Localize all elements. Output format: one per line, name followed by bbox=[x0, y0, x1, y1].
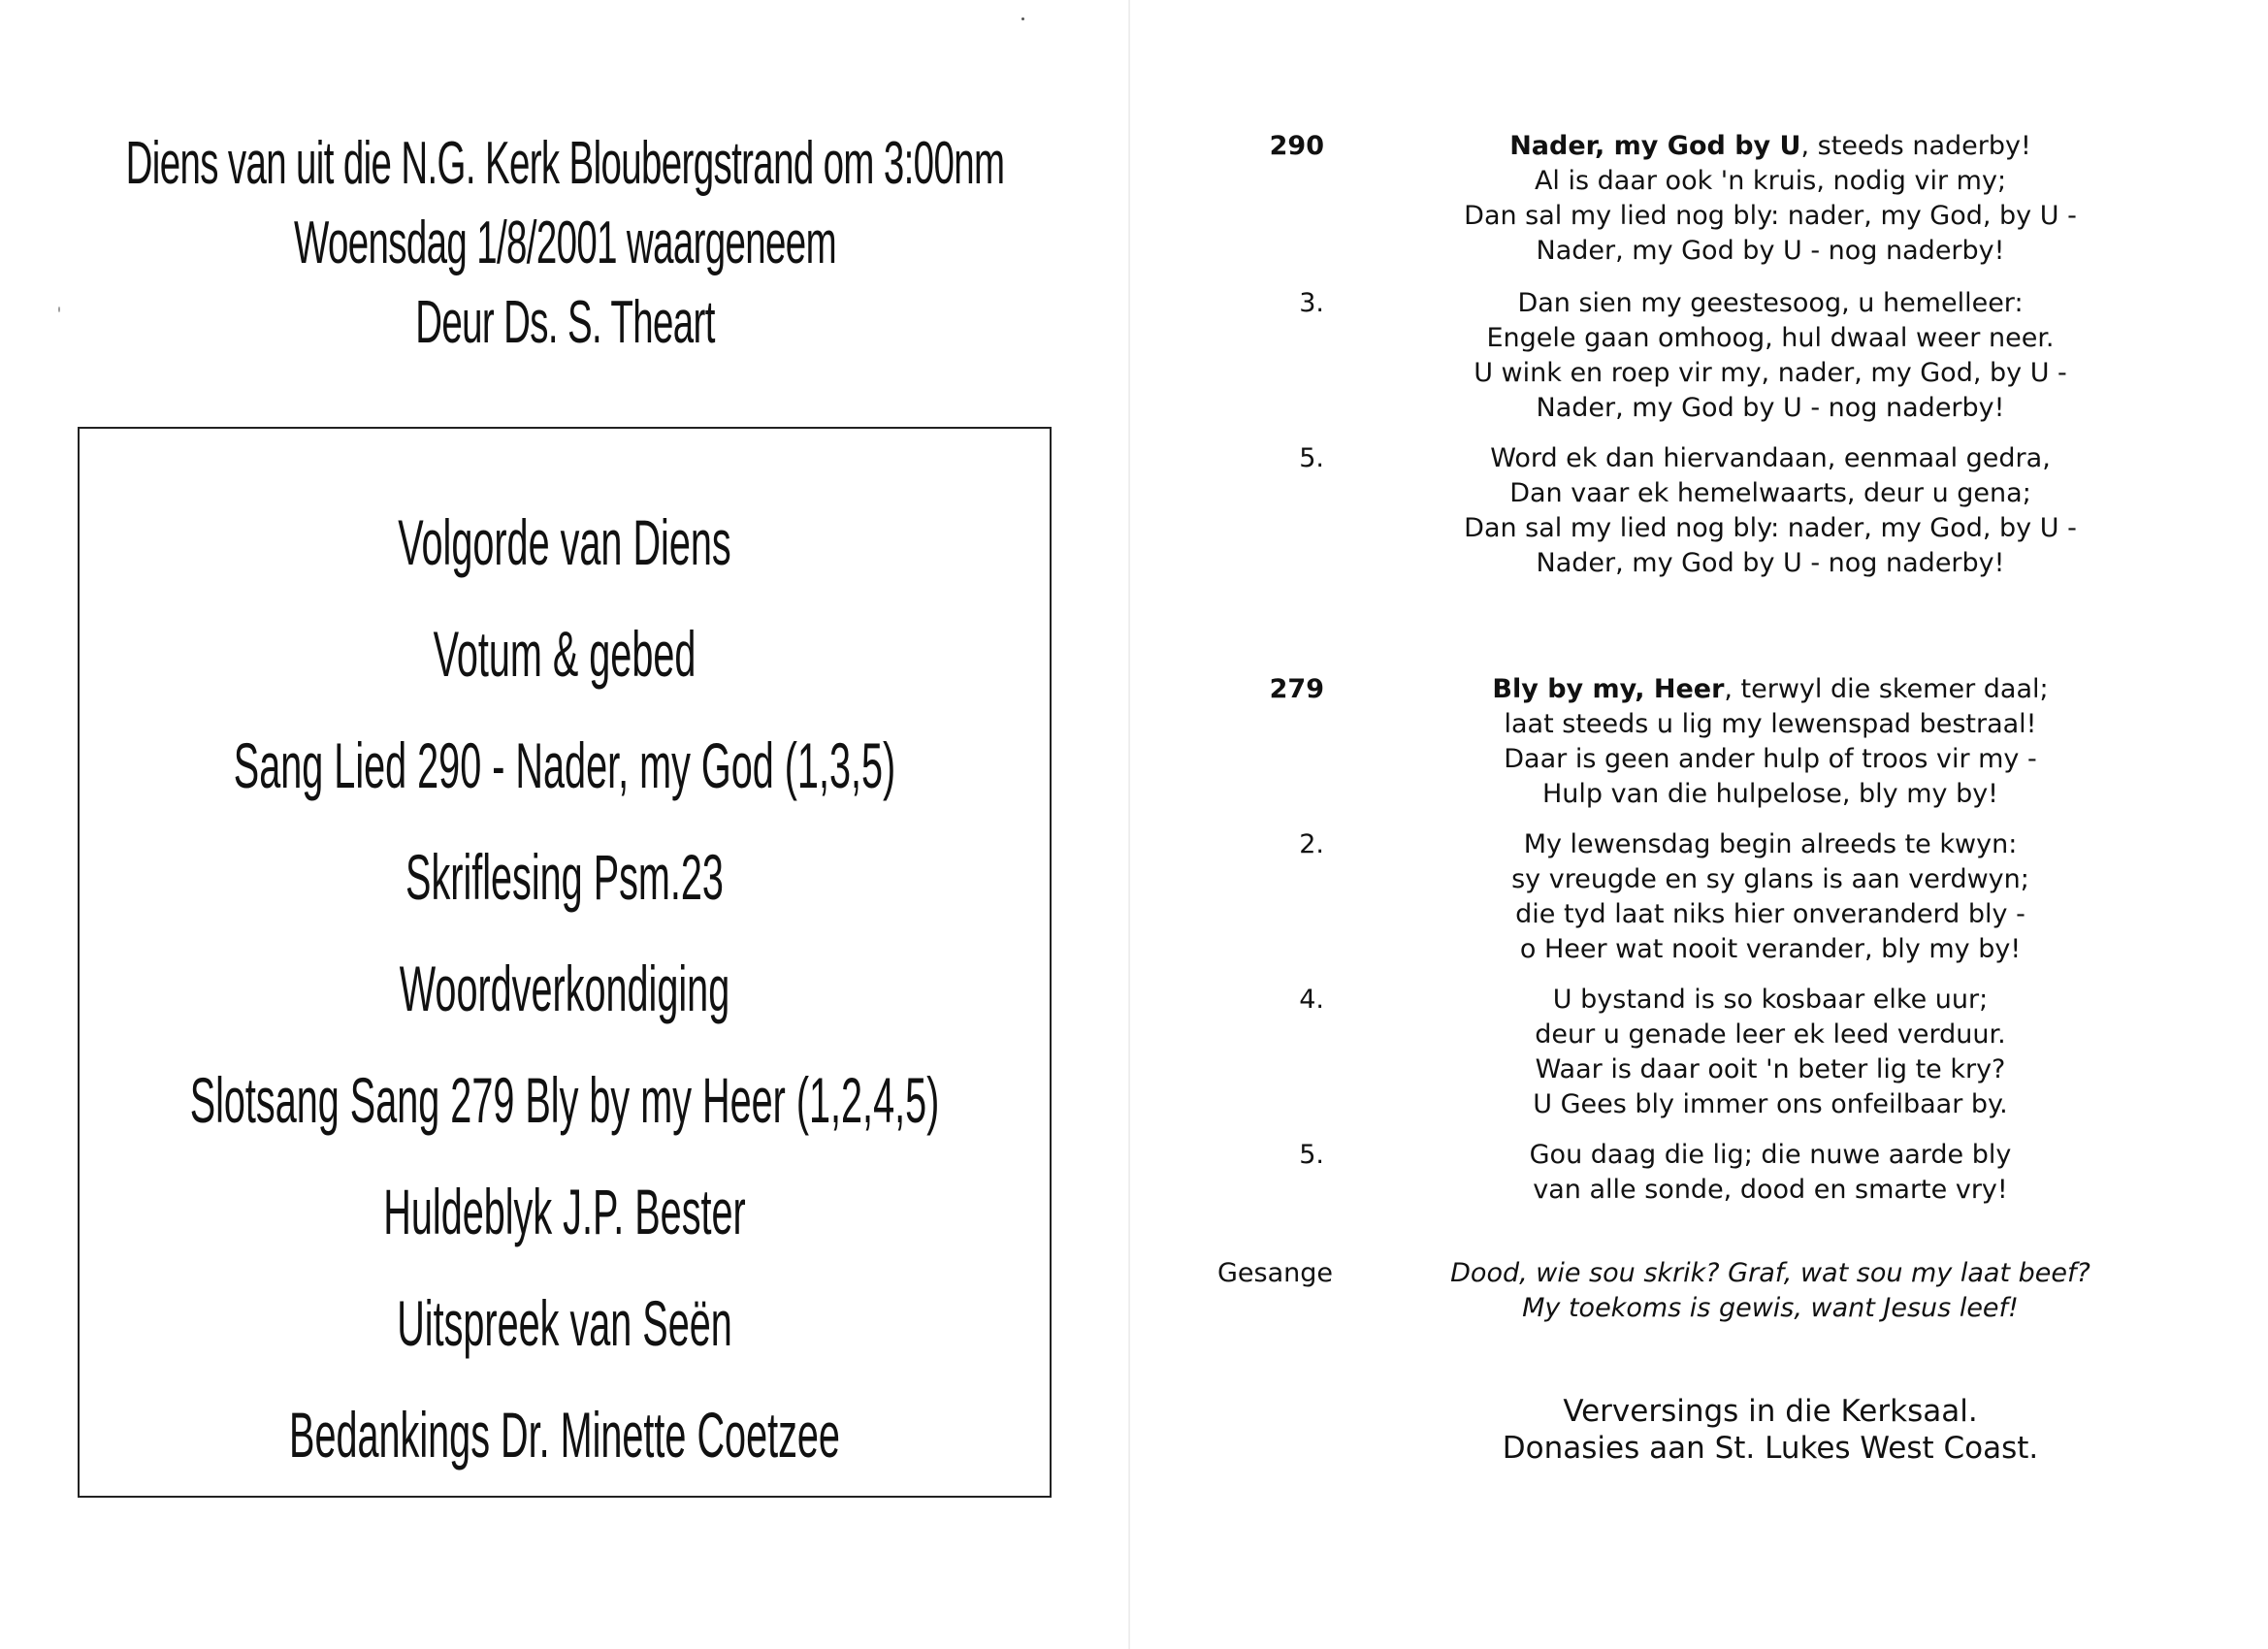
hymn-line: Dan sal my lied nog bly: nader, my God, by U - bbox=[1464, 201, 2077, 231]
hymn-line: Nader, my God by U - nog naderby! bbox=[1536, 393, 2005, 423]
hymn-line: U wink en roep vir my, nader, my God, by U - bbox=[1474, 358, 2067, 388]
right-page bbox=[1130, 0, 2268, 1649]
gesange-line: My toekoms is gewis, want Jesus leef! bbox=[1522, 1293, 2019, 1323]
order-item: Sang Lied 290 - Nader, my God (1,3,5) bbox=[233, 729, 896, 801]
scan-speck bbox=[1021, 17, 1024, 20]
hymn-line: Nader, my God by U - nog naderby! bbox=[1536, 548, 2005, 578]
hymn-line: Waar is daar ooit 'n beter lig te kry? bbox=[1535, 1054, 2006, 1084]
hymn-line: Gou daag die lig; die nuwe aarde bly bbox=[1529, 1140, 2012, 1170]
hymn-first-line-rest: , terwyl die skemer daal; bbox=[1724, 674, 2049, 704]
verse-number: 5. bbox=[1299, 443, 1324, 473]
verse-number: 2. bbox=[1299, 829, 1324, 859]
hymn-line: van alle sonde, dood en smarte vry! bbox=[1533, 1175, 2008, 1205]
hymn-line: Word ek dan hiervandaan, eenmaal gedra, bbox=[1490, 443, 2051, 473]
service-location-line: Diens van uit die N.G. Kerk Bloubergstrand om 3:00nm bbox=[125, 130, 1005, 197]
hymn-first-line-rest: , steeds naderby! bbox=[1800, 131, 2031, 161]
order-item: Woordverkondiging bbox=[399, 953, 730, 1024]
service-date-line: Woensdag 1/8/2001 waargeneem bbox=[294, 210, 836, 276]
gesange-line: Dood, wie sou skrik? Graf, wat sou my laat beef? bbox=[1450, 1258, 2090, 1288]
hymn-line: Daar is geen ander hulp of troos vir my - bbox=[1504, 744, 2037, 774]
refreshments-note: Verversings in die Kerksaal. bbox=[1563, 1394, 1978, 1429]
hymn-line: Dan sien my geestesoog, u hemelleer: bbox=[1517, 288, 2024, 318]
hymn-line: laat steeds u lig my lewenspad bestraal! bbox=[1504, 709, 2037, 739]
hymn-line: U bystand is so kosbaar elke uur; bbox=[1552, 985, 1989, 1015]
hymn-line: die tyd laat niks hier onveranderd bly - bbox=[1515, 899, 2025, 929]
hymn-number: 279 bbox=[1269, 674, 1324, 704]
order-title: Volgorde van Diens bbox=[398, 506, 731, 578]
hymn-first-line bbox=[1339, 129, 2202, 164]
hymn-line: deur u genade leer ek leed verduur. bbox=[1535, 1019, 2006, 1050]
order-of-service-list bbox=[80, 487, 1050, 1491]
donations-note: Donasies aan St. Lukes West Coast. bbox=[1502, 1431, 2039, 1466]
footer-notes bbox=[1339, 1393, 2202, 1467]
scan-speck bbox=[58, 307, 60, 312]
order-of-service-box bbox=[78, 427, 1052, 1498]
hymn-number: 290 bbox=[1269, 131, 1324, 161]
gesange-label: Gesange bbox=[1217, 1258, 1334, 1288]
hymn-line: Nader, my God by U - nog naderby! bbox=[1536, 236, 2005, 266]
hymn-line: Dan vaar ek hemelwaarts, deur u gena; bbox=[1509, 478, 2031, 508]
order-item: Skriflesing Psm.23 bbox=[405, 841, 724, 913]
order-item: Bedankings Dr. Minette Coetzee bbox=[289, 1399, 840, 1471]
hymn-line: My lewensdag begin alreeds te kwyn: bbox=[1523, 829, 2018, 859]
hymn-first-line bbox=[1339, 672, 2202, 707]
verse-number: 3. bbox=[1299, 288, 1324, 318]
order-item: Huldeblyk J.P. Bester bbox=[383, 1176, 746, 1247]
hymn-line: Engele gaan omhoog, hul dwaal weer neer. bbox=[1486, 323, 2055, 353]
hymn-line: Hulp van die hulpelose, bly my by! bbox=[1541, 779, 1999, 809]
hymn-line: Dan sal my lied nog bly: nader, my God, by U - bbox=[1464, 513, 2077, 543]
order-item: Uitspreek van Seën bbox=[397, 1287, 732, 1359]
hymn-line: sy vreugde en sy glans is aan verdwyn; bbox=[1511, 864, 2029, 894]
service-minister-line: Deur Ds. S. Theart bbox=[415, 289, 715, 356]
verse-number: 5. bbox=[1299, 1140, 1324, 1170]
hymn-line: U Gees bly immer ons onfeilbaar by. bbox=[1533, 1089, 2008, 1119]
hymn-line: o Heer wat nooit verander, bly my by! bbox=[1519, 934, 2022, 964]
left-page bbox=[0, 0, 1130, 1649]
order-item: Votum & gebed bbox=[433, 618, 697, 690]
verse-number: 4. bbox=[1299, 985, 1324, 1015]
hymn-first-line-bold: Nader, my God by U bbox=[1509, 131, 1801, 161]
order-item: Slotsang Sang 279 Bly by my Heer (1,2,4,5) bbox=[189, 1064, 940, 1136]
hymn-first-line-bold: Bly by my, Heer bbox=[1492, 674, 1725, 704]
service-header bbox=[125, 124, 1005, 363]
hymn-line: Al is daar ook 'n kruis, nodig vir my; bbox=[1534, 166, 2007, 196]
